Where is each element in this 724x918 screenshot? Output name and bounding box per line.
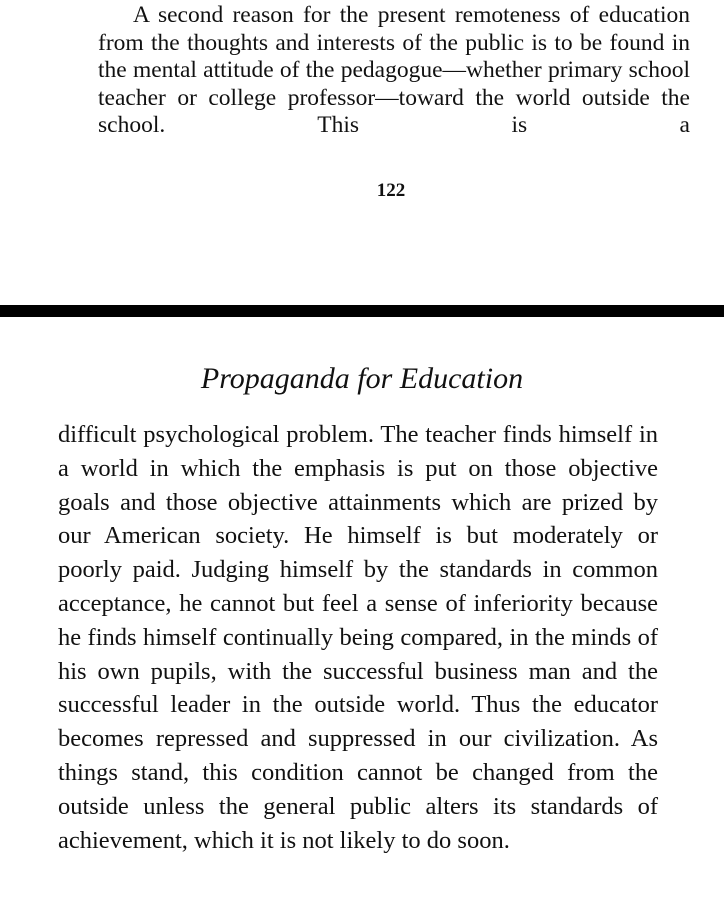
top-paragraph: A second reason for the present remoteness of education from the thoughts and interests of the public is to be found in the mental attitude of the pedagogue—whether primary school teacher or college professor—toward the world outside the school. This is a (98, 2, 690, 139)
page-divider (0, 305, 724, 317)
page-number: 122 (376, 180, 406, 201)
running-head: Propaganda for Education (200, 362, 524, 395)
top-page-text (98, 2, 690, 140)
body-paragraph: difficult psychological problem. The teacher finds himself in a world in which the emphasis is put on those objective goals and those objective attainments which are prized by our American society. He himself is but moderately or poorly paid. Judging himself by the standards in common acceptance, he cannot but feel a sense of inferiority because he finds himself continually being compared, in the minds of his own pupils, with the successful business man and the successful leader in the outside world. Thus the educator becomes repressed and suppressed in our civilization. As things stand, this condition cannot be changed from the outside unless the general public alters its standards of achievement, which it is not likely to do soon. (58, 421, 658, 854)
bottom-page-text (58, 418, 658, 857)
